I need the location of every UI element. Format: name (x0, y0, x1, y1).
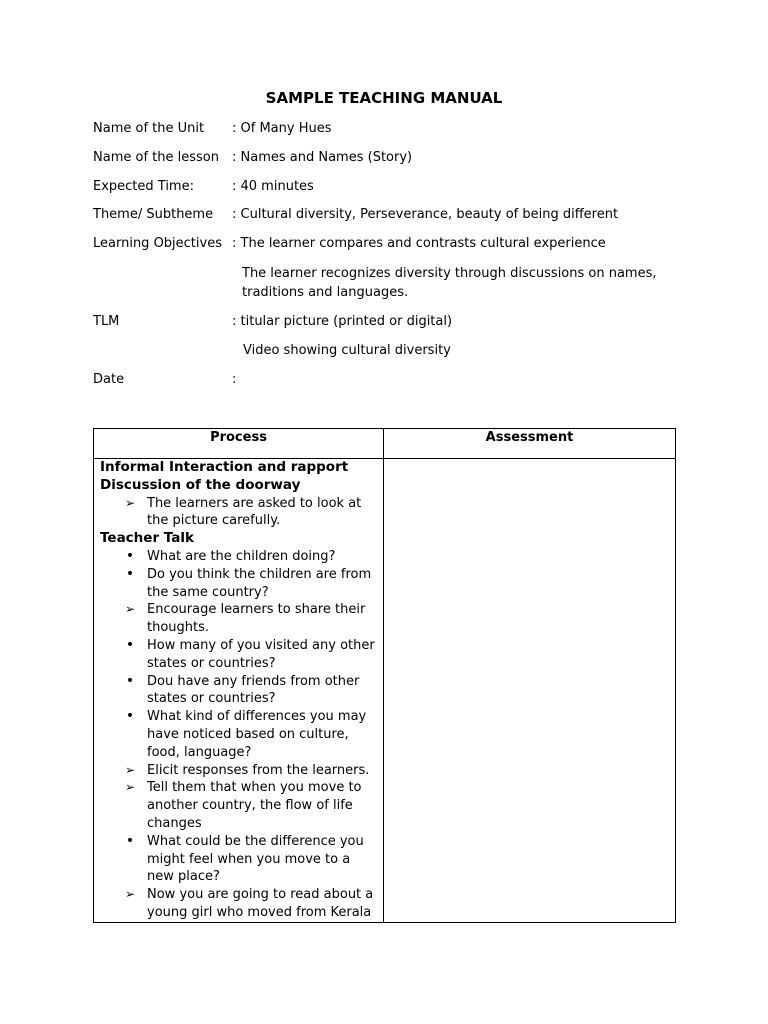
field-value: : The learner compares and contrasts cultural experience (232, 236, 606, 251)
list-item-text: What are the children doing? (147, 548, 336, 564)
list-item (100, 601, 377, 637)
section-heading: Teacher Talk (100, 530, 194, 547)
arrow-bullet-icon: ➢ (124, 780, 136, 795)
list-item-text: What kind of differences you may have noticed based on culture, food, language? (147, 709, 367, 760)
arrow-bullet-icon: ➢ (124, 887, 136, 902)
list-item-text: Now you are going to read about a young girl who moved from Kerala (147, 887, 374, 920)
field-label: Date (93, 372, 125, 387)
list-item-text: What could be the difference you might feel when you move to a new place? (147, 833, 364, 885)
list-item-text: Encourage learners to share their thoughts. (147, 602, 366, 636)
field-label: TLM (93, 314, 120, 329)
arrow-bullet-icon: ➢ (124, 495, 136, 510)
list-item (100, 779, 377, 832)
arrow-bullet-icon: ➢ (124, 602, 136, 617)
field-label: Name of the lesson (93, 150, 219, 165)
list-item-text: Dou have any friends from other states or countries? (147, 673, 360, 707)
list-item-text: How many of you visited any other states or countries? (147, 637, 375, 671)
process-cell (94, 459, 384, 923)
arrow-bullet-icon: ➢ (124, 762, 136, 777)
list-item (100, 495, 377, 531)
objective-line: The learner recognizes diversity through discussions on names, (242, 266, 657, 281)
objective-line: traditions and languages. (242, 285, 409, 300)
list-item-text: Elicit responses from the learners. (147, 762, 370, 778)
bullet-icon: • (125, 565, 135, 582)
list-item (100, 548, 377, 566)
list-item (100, 762, 377, 780)
bullet-icon: • (125, 672, 135, 689)
section-heading: Discussion of the doorway (100, 476, 301, 493)
field-label: Theme/ Subtheme (93, 207, 214, 222)
list-item (100, 566, 377, 602)
tlm-line: Video showing cultural diversity (243, 343, 451, 358)
section-heading: Informal Interaction and rapport (100, 459, 349, 475)
process-header: Process (94, 429, 384, 459)
field-label: Learning Objectives (93, 236, 222, 251)
list-item (100, 708, 377, 761)
field-label: Expected Time: (93, 179, 194, 194)
field-value: : 40 minutes (232, 179, 314, 194)
lesson-table (93, 428, 676, 923)
list-item (100, 833, 377, 886)
list-item-text: Tell them that when you move to another country, the flow of life changes (147, 780, 362, 831)
list-item (100, 886, 377, 922)
list-item (100, 673, 377, 709)
bullet-icon: • (125, 708, 135, 725)
field-label: Name of the Unit (93, 121, 205, 136)
bullet-icon: • (125, 636, 135, 653)
field-value: : (232, 372, 237, 387)
bullet-icon: • (125, 547, 135, 564)
assessment-cell (384, 459, 676, 923)
list-item-text: The learners are asked to look at the picture carefully. (147, 495, 362, 529)
field-value: : titular picture (printed or digital) (232, 314, 453, 329)
field-value: : Names and Names (Story) (232, 150, 413, 165)
list-item-text: Do you think the children are from the same country? (147, 566, 372, 600)
page-title: SAMPLE TEACHING MANUAL (265, 89, 503, 107)
assessment-header: Assessment (384, 429, 676, 459)
field-value: : Of Many Hues (232, 121, 332, 136)
field-value: : Cultural diversity, Perseverance, beauty of being different (232, 207, 619, 222)
list-item (100, 637, 377, 673)
bullet-icon: • (125, 832, 135, 849)
